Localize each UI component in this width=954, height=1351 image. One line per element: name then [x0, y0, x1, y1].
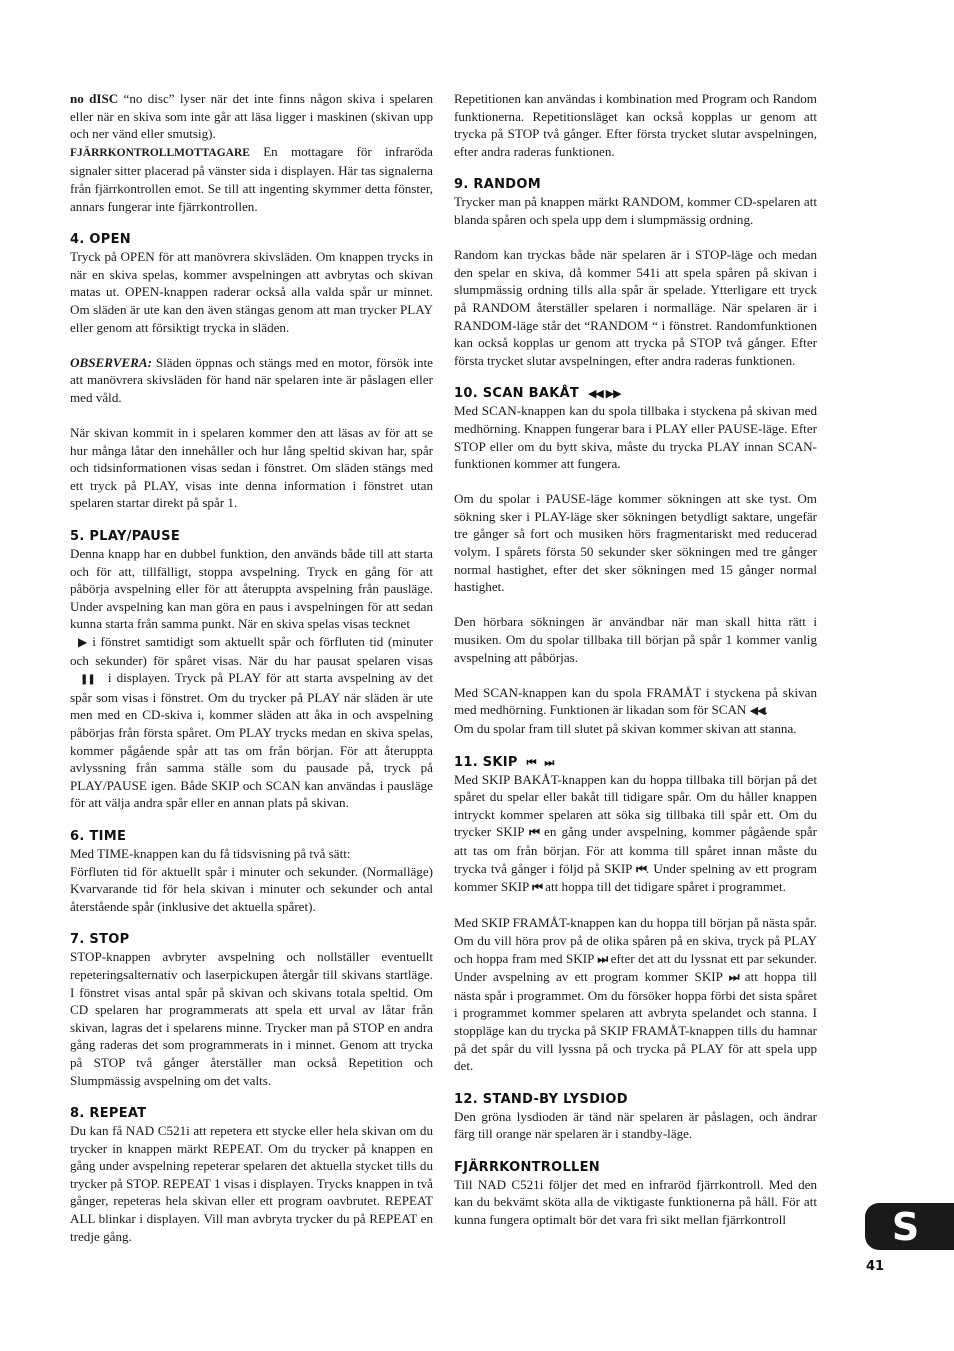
language-tab — [865, 1203, 954, 1250]
skip-back-icon: ⏮ — [636, 861, 646, 876]
scan-paragraph-4: Med SCAN-knappen kan du spola FRAMÅT i styckena på skivan med medhörning. Funktionen är likadan som för SCAN ◀◀. — [454, 684, 817, 718]
receiver-paragraph: FJÄRRKONTROLLMOTTAGARE En mottagare för infraröda signaler sitter placerad på vänster sida i displayen. Här tas signalerna från fjärrkontrollen emot. Se till att ingenting skymmer detta fönster, annars fungerar inte fjärrkontrollen. — [70, 143, 433, 214]
right-column — [454, 90, 817, 1229]
skip-forward-icon: ⏭ — [597, 951, 608, 966]
standby-paragraph: Den gröna lysdioden är tänd när spelaren är påslagen, och ändrar färg till orange när spelaren är i standby-läge. — [454, 1108, 817, 1142]
heading-open: 4. OPEN — [70, 232, 131, 248]
page-number: 41 — [866, 1259, 885, 1274]
nodisc-paragraph: no dISC “no disc” lyser när det inte finns någon skiva i spelaren eller när en skiva som inte går att läsa ligger i maskinen (skivan upp och ner vänd eller smutsig). — [70, 91, 433, 142]
heading-random: 9. RANDOM — [454, 177, 541, 193]
repeat-paragraph: Du kan få NAD C521i att repetera ett stycke eller hela skivan om du trycker in knappen märkt REPEAT. Om du trycker på knappen en gång under avspelning repeterar spelaren det aktuella stycket tills du trycker på STOP. REPEAT 1 visas i displayen. Trycks knappen in två gånger, repeteras hela skivan eller ett program oavbrutet. REPEAT ALL blinkar i displayen. Vill man avbryta trycker du på REPEAT en tredje gång. — [70, 1123, 433, 1244]
random-paragraph-1: Trycker man på knappen märkt RANDOM, kommer CD-spelaren att blanda spåren och spela upp dem i slumpmässig ordning. — [454, 194, 817, 227]
heading-standby: 12. STAND-BY LYSDIOD — [454, 1091, 628, 1107]
nodisc-lead: no dISC — [70, 91, 119, 106]
heading-scan: 10. SCAN BAKÅT ◀◀ ▶▶ — [454, 386, 621, 402]
play-icon: ▶ — [78, 635, 88, 650]
left-column — [70, 90, 433, 1245]
open-paragraph-3: När skivan kommit in i spelaren kommer den att läsas av för att se hur många låtar den innehåller och hur lång speltid skivan har, spår och tidsinformationen visas sedan i fönstret. Om släden stängs med ett tryck på PLAY, visas inte denna information i fönstret utan spelaren startar direkt på spår 1. — [70, 425, 433, 511]
note-lead: OBSERVERA: — [70, 354, 152, 370]
random-paragraph-2: Random kan tryckas både när spelaren är i STOP-läge och medan den spelar en skiva, då kommer 541i att spela spåren på skivan i slumpmässig ordning tills alla spår är spelade. Ytterligare ett tryck på RANDOM återställer spelaren i normalläge. När spelaren är i RANDOM-läge står det “RANDOM “ i fönstret. Randomfunktionen kan också kopplas ur genom att trycka på STOP två gånger. Efter första trycket slutar avspelningen, efter andra raderas funktionen. — [454, 247, 817, 368]
heading-remote: FJÄRRKONTROLLEN — [454, 1159, 600, 1175]
rewind-icon: ◀◀ — [749, 704, 765, 718]
heading-skip: 11. SKIP ⏮ ⏭ — [454, 754, 557, 770]
heading-stop: 7. STOP — [70, 932, 130, 948]
scan-paragraph-5: Om du spolar fram till slutet på skivan kommer skivan att stanna. — [454, 721, 797, 736]
repeat-continued: Repetitionen kan användas i kombination med Program och Random funktionerna. Repetitionsläget kan också kopplas ur genom att trycka på STOP två gånger. Efter första trycket slutar avspelningen, efter andra raderas funktionen. — [454, 91, 817, 159]
language-letter: S — [891, 1204, 920, 1249]
scan-icons: ◀◀ ▶▶ — [587, 387, 621, 401]
heading-time: 6. TIME — [70, 828, 127, 844]
open-note: OBSERVERA: Släden öppnas och stängs med en motor, försök inte att manövrera skivsläden för hand när spelaren inte är påslagen eller med våld. — [70, 354, 433, 405]
play-paragraph: Denna knapp har en dubbel funktion, den används både till att starta och för att, tillfälligt, stoppa avspelning. Tryck en gång för att påbörja avspelning eller för att återuppta avspelning från pausläge. Under avspelning kan man göra en paus i avspelningen för att sedan kunna starta från samma punkt. När en skiva spelas visas tecknet ▶ i fönstret samtidigt som aktuellt spår och förfluten tid (minuter och sekunder) för spåret visas. När du har pausat spelaren visas ❚❚ i displayen. Tryck på PLAY för att starta avspelning av det spår som visas i fönstret. Om du trycker på PLAY när släden är ute men med en CD-skiva i, kommer släden att åka in och avspelning påbörjas från första spåret. Om PLAY trycks medan en skiva spelas, kommer pågående spår att tas om från början. För att återuppta avlyssning från samma ställe som du pausade på, tryck på PLAY/PAUSE igen. Både SKIP och SCAN kan användas i pausläge för att välja andra spår eller en annan plats på skivan. — [70, 546, 433, 811]
skip-back-icon: ⏮ — [529, 825, 539, 840]
skip-paragraph-2: Med SKIP FRAMÅT-knappen kan du hoppa till början på nästa spår. Om du vill höra prov på de olika spåren på en skiva, tryck på PLAY och hoppa fram med SKIP ⏭ efter det att du lyssnat ett par sekunder. Under avspelning av ett program kommer SKIP ⏭ att hoppa till nästa spår i programmet. Om du försöker hoppa förbi det sista spåret i programmet kommer spelaren att avbryta spelandet och stanna. I stoppläge kan du trycka på SKIP FRAMÅT-knappen tills du hamnar på det spår du vill lyssna på och trycka på PLAY för att spela upp det. — [454, 915, 817, 1074]
remote-paragraph: Till NAD C521i följer det med en infraröd fjärrkontroll. Med den kan du bekvämt sköta alla de viktigaste funktionerna på håll. För att kunna fungera optimalt bör det vara fri sikt mellan fjärrkontroll — [454, 1176, 817, 1228]
heading-play-pause: 5. PLAY/PAUSE — [70, 529, 180, 545]
pause-icon: ❚❚ — [80, 674, 95, 686]
time-paragraph-2: Förfluten tid för aktuellt spår i minuter och sekunder. (Normalläge) Kvarvarande tid för hela skivan i minuter och sekunder och antal återstående spår (inklusive det aktuella spåret). — [70, 863, 433, 914]
scan-paragraph-2: Om du spolar i PAUSE-läge kommer sökningen att ske tyst. Om sökning sker i PLAY-läge sker sökningen betydligt saktare, ungefär tre gånger så fort och musiken hörs fragmentariskt med reducerad volym. I spårets första 50 sekunder sker sökningen med tre gånger normal hastighet, efter det sker sökningen med 15 gånger normal hastighet. — [454, 491, 817, 595]
stop-paragraph: STOP-knappen avbryter avspelning och nollställer eventuellt repeteringsalternativ och laserpickupen återgår till skivans startläge. I fönstret visas antal spår på skivan och skivans totala speltid. Om CD spelaren har programmerats att spela ett urval av låtar från skivan, lagras det i spelarens minne. Trycker man på STOP en andra gång raderas det som programmerats in i minnet. Genom att trycka på STOP två gånger återställer man också Repetition och Slumpmässig avspelning om det valts. — [70, 949, 433, 1088]
skip-forward-icon: ⏭ — [728, 970, 739, 985]
skip-icons: ⏮ ⏭ — [526, 755, 557, 769]
scan-paragraph-1: Med SCAN-knappen kan du spola tillbaka i styckena på skivan med medhörning. Knappen fungerar bara i PLAY eller PAUSE-läge. Efter STOP eller om du bytt skiva, måste du trycka PLAY innan SCAN- funktionen kommer att fungera. — [454, 403, 817, 472]
skip-paragraph-1: Med SKIP BAKÅT-knappen kan du hoppa tillbaka till början på det spåret du spelar eller bakåt till tidigare spår. Om du håller knappen intryckt kommer spelaren att söka sig tillbaka till spår ett. Om du trycker SKIP ⏮ en gång under avspelning, kommer pågående spår att tas om från början. För att komma till spåret innan måste du trycka två gånger i följd på SKIP ⏮. Under spelning av ett program kommer SKIP ⏮ att hoppa till det tidigare spåret i programmet. — [454, 771, 817, 895]
skip-back-icon: ⏮ — [532, 880, 542, 895]
time-paragraph-1: Med TIME-knappen kan du få tidsvisning på två sätt: — [70, 845, 351, 861]
open-paragraph-1: Tryck på OPEN för att manövrera skivsläden. Om knappen trycks in när en skiva spelas, kommer avspelningen att avbrytas och skivan matas ut. OPEN-knappen raderar också alla valda spår ur minnet. Om släden är ute kan den även stängas genom att man trycker PLAY eller genom att försiktigt trycka in släden. — [70, 249, 433, 335]
scan-paragraph-3: Den hörbara sökningen är användbar när man skall hitta rätt i musiken. Om du spolar tillbaka till början på spår 1 kommer vanlig avspelning att påbörjas. — [454, 614, 817, 665]
receiver-lead: FJÄRRKONTROLLMOTTAGARE — [70, 146, 250, 159]
heading-repeat: 8. REPEAT — [70, 1106, 147, 1122]
